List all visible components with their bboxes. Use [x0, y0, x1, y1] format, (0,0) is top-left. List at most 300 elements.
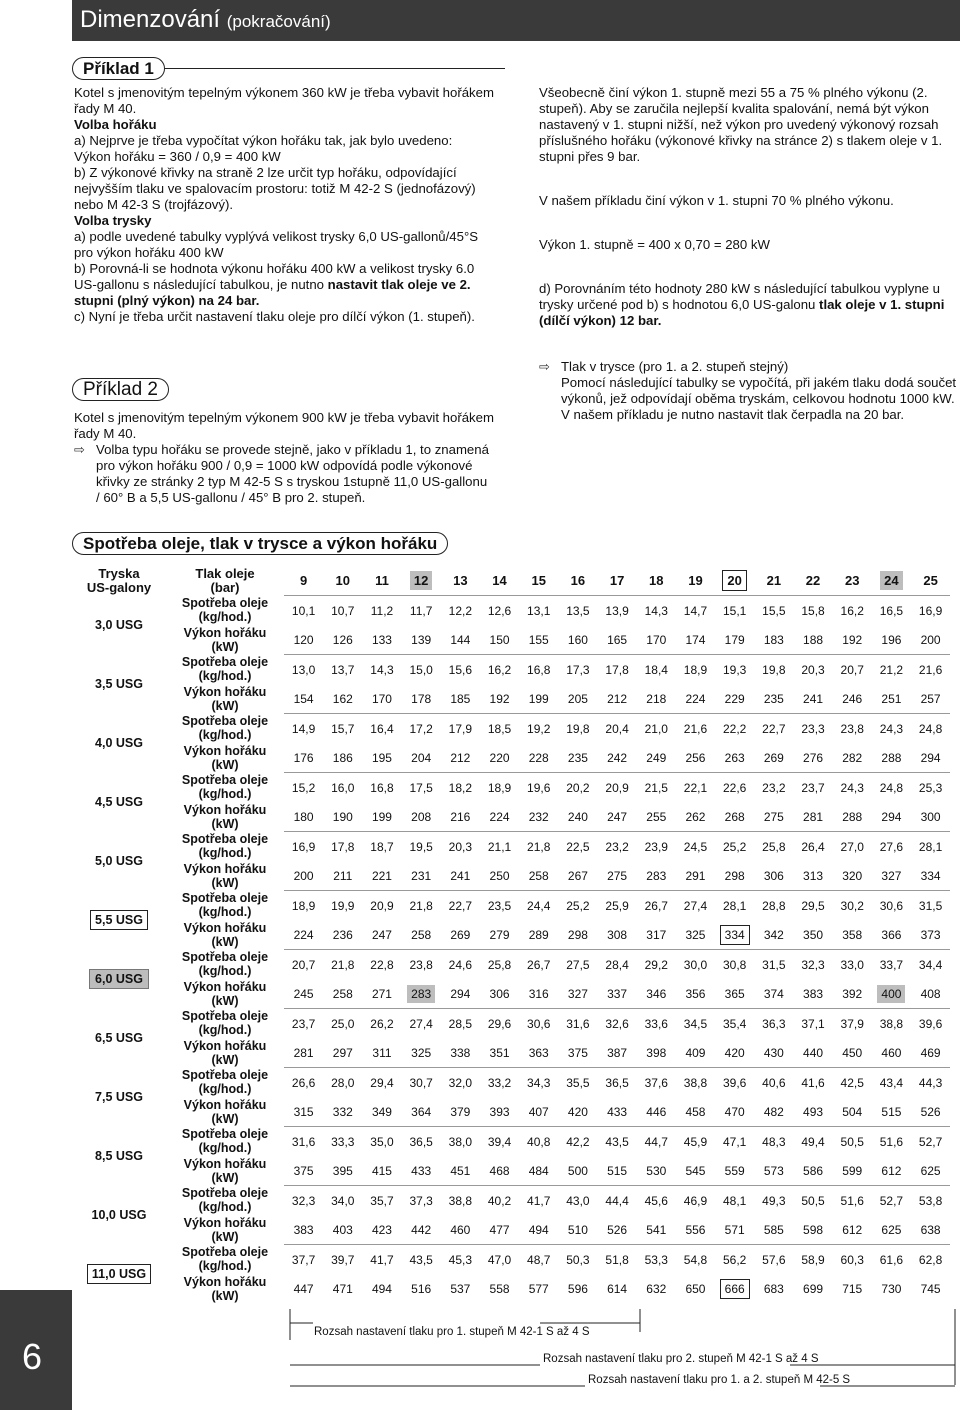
consumption-cell: 54,8: [676, 1245, 715, 1275]
row-label-line: Výkon hořáku: [183, 743, 267, 758]
output-value: 358: [842, 927, 863, 942]
output-value: 258: [332, 986, 353, 1001]
consumption-cell: 49,4: [793, 1127, 832, 1157]
output-value: 192: [489, 691, 510, 706]
output-value: 176: [293, 750, 314, 765]
output-value: 325: [685, 927, 706, 942]
consumption-cell: 58,9: [793, 1245, 832, 1275]
consumption-cell: 38,8: [872, 1009, 911, 1039]
output-value: 526: [920, 1104, 941, 1119]
consumption-cell: 23,7: [793, 773, 832, 803]
pressure-value: 21: [766, 573, 782, 588]
output-value: 556: [685, 1222, 706, 1237]
consumption-cell: 13,7: [323, 655, 362, 685]
consumption-cell: 25,2: [558, 891, 597, 921]
col-header-line: Tlak oleje: [195, 565, 255, 581]
output-value: 232: [528, 809, 549, 824]
consumption-cell: 10,7: [323, 596, 362, 626]
example1-intro: Kotel s jmenovitým tepelným výkonem 360 kW je třeba vybavit hořákem řady M 40.: [74, 85, 494, 116]
consumption-cell: 26,2: [362, 1009, 401, 1039]
output-value: 526: [607, 1222, 628, 1237]
nozzle-size: 7,5 USG: [95, 1090, 143, 1104]
output-value: 599: [842, 1163, 863, 1178]
output-value: 297: [332, 1045, 353, 1060]
consumption-cell: 29,2: [637, 950, 676, 980]
output-value: 494: [371, 1281, 392, 1296]
consumption-cell: 22,1: [676, 773, 715, 803]
burner-b: b) Z výkonové křivky na straně 2 lze určit typ hořáku, odpovídající nejvyšším tlaku ve spalovacím prostoru: totiž M 42-2 S (jednofázový) nebo M 42-3 S (trojfázový).: [74, 165, 476, 212]
consumption-cell: 35,5: [558, 1068, 597, 1098]
output-value: 471: [332, 1281, 353, 1296]
output-value: 154: [293, 691, 314, 706]
consumption-cell: 32,6: [598, 1009, 637, 1039]
consumption-cell: 25,2: [715, 832, 754, 862]
output-value: 179: [724, 632, 745, 647]
output-value: 420: [567, 1104, 588, 1119]
consumption-cell: 17,8: [598, 655, 637, 685]
consumption-cell: 32,3: [284, 1186, 323, 1216]
output-value: 612: [842, 1222, 863, 1237]
output-value: 279: [489, 927, 510, 942]
consumption-cell: 52,7: [872, 1186, 911, 1216]
consumption-cell: 24,8: [872, 773, 911, 803]
row-label-line: (kW): [211, 1288, 239, 1303]
output-value: 208: [411, 809, 432, 824]
consumption-cell: 14,3: [637, 596, 676, 626]
output-value: 469: [920, 1045, 941, 1060]
consumption-cell: 31,6: [558, 1009, 597, 1039]
footnote-3: Rozsah nastavení tlaku pro 1. a 2. stupeň M 42-5 S: [588, 1374, 851, 1386]
output-value: 249: [646, 750, 667, 765]
output-value: 195: [371, 750, 392, 765]
consumption-cell: 43,4: [872, 1068, 911, 1098]
row-label-line: Výkon hořáku: [183, 684, 267, 699]
output-value: 373: [920, 927, 941, 942]
consumption-cell: 62,8: [911, 1245, 950, 1275]
row-label-line: (kg/hod.): [198, 1200, 252, 1215]
arrow-icon: ⇨: [74, 442, 86, 457]
output-value: 327: [567, 986, 588, 1001]
consumption-cell: 51,6: [872, 1127, 911, 1157]
consumption-cell: 41,7: [362, 1245, 401, 1275]
output-value: 387: [607, 1045, 628, 1060]
output-value: 212: [607, 691, 628, 706]
consumption-cell: 15,8: [793, 596, 832, 626]
output-value: 559: [724, 1163, 745, 1178]
consumption-cell: 24,8: [911, 714, 950, 744]
output-value: 356: [685, 986, 706, 1001]
output-value: 586: [803, 1163, 824, 1178]
consumption-cell: 47,1: [715, 1127, 754, 1157]
output-value: 236: [332, 927, 353, 942]
col-header-line: Tryska: [98, 565, 140, 581]
nozzle-size: 6,0 USG: [89, 969, 149, 989]
output-value: 308: [607, 927, 628, 942]
output-value: 247: [371, 927, 392, 942]
output-value: 625: [920, 1163, 941, 1178]
consumption-cell: 13,9: [598, 596, 637, 626]
pressure-value: 25: [923, 573, 938, 588]
consumption-cell: 37,1: [793, 1009, 832, 1039]
output-value: 205: [567, 691, 588, 706]
consumption-cell: 33,6: [637, 1009, 676, 1039]
consumption-cell: 17,3: [558, 655, 597, 685]
nozzle-size: 3,0 USG: [95, 618, 143, 632]
consumption-cell: 24,3: [872, 714, 911, 744]
output-value: 268: [724, 809, 745, 824]
output-value: 558: [489, 1281, 510, 1296]
pressure-value: 12: [410, 571, 432, 590]
output-value: 510: [567, 1222, 588, 1237]
consumption-cell: 36,5: [402, 1127, 441, 1157]
output-value: 442: [411, 1222, 432, 1237]
consumption-cell: 29,6: [480, 1009, 519, 1039]
output-value: 745: [920, 1281, 941, 1296]
nozzle-a: a) podle uvedené tabulky vyplývá velikost trysky 6,0 US-gallonů/45°S pro výkon hořáku 400 kW: [74, 229, 479, 260]
consumption-cell: 52,7: [911, 1127, 950, 1157]
consumption-cell: 37,7: [284, 1245, 323, 1275]
row-label-line: Výkon hořáku: [183, 625, 267, 640]
output-value: 306: [489, 986, 510, 1001]
nozzle-size: 4,5 USG: [95, 795, 143, 809]
output-value: 269: [763, 750, 784, 765]
consumption-cell: 22,6: [715, 773, 754, 803]
output-value: 349: [371, 1104, 392, 1119]
consumption-cell: 28,0: [323, 1068, 362, 1098]
nozzle-size: 4,0 USG: [95, 736, 143, 750]
consumption-cell: 30,0: [676, 950, 715, 980]
output-value: 537: [450, 1281, 471, 1296]
output-value: 683: [763, 1281, 784, 1296]
output-value: 625: [881, 1222, 902, 1237]
output-value: 120: [293, 632, 314, 647]
output-value: 229: [724, 691, 745, 706]
consumption-cell: 23,2: [754, 773, 793, 803]
consumption-cell: 35,0: [362, 1127, 401, 1157]
output-value: 351: [489, 1045, 510, 1060]
output-value: 165: [607, 632, 628, 647]
consumption-cell: 35,4: [715, 1009, 754, 1039]
consumption-cell: 24,4: [519, 891, 558, 921]
pressure-value: 13: [453, 573, 468, 588]
output-value: 271: [371, 986, 392, 1001]
output-value: 200: [293, 868, 314, 883]
consumption-cell: 16,8: [362, 773, 401, 803]
consumption-cell: 21,6: [676, 714, 715, 744]
output-value: 379: [450, 1104, 471, 1119]
row-label-line: Výkon hořáku: [183, 979, 267, 994]
consumption-cell: 19,8: [754, 655, 793, 685]
row-label-line: Výkon hořáku: [183, 1156, 267, 1171]
output-value: 458: [685, 1104, 706, 1119]
consumption-cell: 27,4: [402, 1009, 441, 1039]
right-p4: d) Porovnáním této hodnoty 280 kW s následující tabulkou vyplyne u trysky určené pod b) s hodnotou 6,0 US-galonu: [539, 281, 940, 312]
consumption-cell: 19,5: [402, 832, 441, 862]
arrow-icon: ⇨: [539, 359, 551, 374]
output-value: 281: [293, 1045, 314, 1060]
consumption-cell: 36,3: [754, 1009, 793, 1039]
output-value: 460: [881, 1045, 902, 1060]
output-value: 170: [371, 691, 392, 706]
burner-title: Volba hořáku: [74, 117, 157, 132]
output-value: 338: [450, 1045, 471, 1060]
nozzle-size: 3,5 USG: [95, 677, 143, 691]
consumption-cell: 37,9: [833, 1009, 872, 1039]
consumption-cell: 11,2: [362, 596, 401, 626]
burner-calc: Výkon hořáku = 360 / 0,9 = 400 kW: [74, 149, 281, 164]
consumption-cell: 19,8: [558, 714, 597, 744]
consumption-cell: 34,0: [323, 1186, 362, 1216]
nozzle-size: 5,5 USG: [90, 910, 148, 930]
output-value: 282: [842, 750, 863, 765]
consumption-cell: 37,6: [637, 1068, 676, 1098]
consumption-cell: 18,7: [362, 832, 401, 862]
output-value: 183: [763, 632, 784, 647]
consumption-cell: 16,2: [480, 655, 519, 685]
output-value: 327: [881, 868, 902, 883]
output-value: 494: [528, 1222, 549, 1237]
output-value: 212: [450, 750, 471, 765]
consumption-cell: 42,5: [833, 1068, 872, 1098]
consumption-cell: 15,1: [715, 596, 754, 626]
output-value: 420: [724, 1045, 745, 1060]
consumption-cell: 28,1: [911, 832, 950, 862]
footnote-2: Rozsah nastavení tlaku pro 2. stupeň M 42-1 S až 4 S: [543, 1353, 819, 1365]
consumption-cell: 15,5: [754, 596, 793, 626]
consumption-cell: 37,3: [402, 1186, 441, 1216]
row-label-line: Spotřeba oleje: [181, 773, 269, 788]
consumption-cell: 16,9: [911, 596, 950, 626]
output-value: 150: [489, 632, 510, 647]
consumption-cell: 15,2: [284, 773, 323, 803]
consumption-cell: 44,7: [637, 1127, 676, 1157]
output-value: 470: [724, 1104, 745, 1119]
output-value: 291: [685, 868, 706, 883]
row-label-line: Spotřeba oleje: [181, 655, 269, 670]
output-value: 516: [411, 1281, 432, 1296]
consumption-cell: 14,7: [676, 596, 715, 626]
output-value: 545: [685, 1163, 706, 1178]
output-value: 451: [450, 1163, 471, 1178]
output-value: 577: [528, 1281, 549, 1296]
consumption-cell: 16,2: [833, 596, 872, 626]
consumption-cell: 24,3: [833, 773, 872, 803]
output-value: 638: [920, 1222, 941, 1237]
consumption-cell: 45,6: [637, 1186, 676, 1216]
output-value: 650: [685, 1281, 706, 1296]
output-value: 241: [803, 691, 824, 706]
output-value: 133: [371, 632, 392, 647]
output-value: 311: [372, 1045, 392, 1060]
output-value: 393: [489, 1104, 510, 1119]
row-label-line: (kg/hod.): [198, 1082, 252, 1097]
output-value: 294: [881, 809, 902, 824]
consumption-cell: 33,7: [872, 950, 911, 980]
row-label-line: Spotřeba oleje: [181, 1009, 269, 1024]
right-p1: Všeobecně činí výkon 1. stupně mezi 55 a 75 % plného výkonu (2. stupeň). Aby se zaručila nejlepší kvalita spalování, nemá být výkon nastavený v 1. stupni nižší, než výkon pro uvedený výkonový rozsah příslušného hořáku (výkonové křivky na stránce 2) s tlakem oleje v 1. stupni přes 9 bar.: [539, 85, 943, 164]
consumption-cell: 21,1: [480, 832, 519, 862]
output-value: 267: [567, 868, 588, 883]
consumption-cell: 18,9: [480, 773, 519, 803]
example2-text: Volba typu hořáku se provede stejně, jako v příkladu 1, to znamená pro výkon hořáku 900 / 0,9 = 1000 kW odpovídá podle výkonové křivky ze stránky 2 typ M 42-5 S s tryskou 1stupně 11,0 US-gallonu / 60° B a 5,5 US-gallonu / 45° B pro 2. stupeň.: [96, 442, 489, 505]
output-value: 126: [332, 632, 353, 647]
right-p4-bold: tlak oleje v 1. stupni (dílčí výkon) 12 bar.: [539, 297, 945, 328]
output-value: 283: [407, 985, 435, 1003]
pressure-value: 17: [609, 573, 625, 588]
consumption-cell: 33,3: [323, 1127, 362, 1157]
nozzle-size: 10,0 USG: [91, 1208, 147, 1222]
consumption-cell: 22,7: [441, 891, 480, 921]
row-label-line: (kW): [211, 757, 239, 772]
consumption-cell: 15,6: [441, 655, 480, 685]
row-label-line: Výkon hořáku: [183, 802, 267, 817]
output-value: 200: [920, 632, 941, 647]
row-label-line: Výkon hořáku: [183, 1038, 267, 1053]
consumption-cell: 57,6: [754, 1245, 793, 1275]
output-value: 530: [646, 1163, 667, 1178]
consumption-cell: 28,5: [441, 1009, 480, 1039]
title-text: Dimenzování: [80, 6, 221, 33]
consumption-cell: 18,2: [441, 773, 480, 803]
consumption-cell: 27,0: [833, 832, 872, 862]
output-value: 332: [332, 1104, 353, 1119]
output-value: 186: [332, 750, 353, 765]
consumption-cell: 33,0: [833, 950, 872, 980]
output-value: 256: [685, 750, 706, 765]
output-value: 383: [293, 1222, 314, 1237]
consumption-cell: 18,5: [480, 714, 519, 744]
consumption-cell: 41,6: [793, 1068, 832, 1098]
row-label-line: (kg/hod.): [198, 1141, 252, 1156]
right-p5-title: Tlak v trysce (pro 1. a 2. stupeň stejný): [561, 359, 789, 374]
output-value: 155: [528, 632, 549, 647]
consumption-cell: 39,6: [715, 1068, 754, 1098]
consumption-cell: 30,6: [519, 1009, 558, 1039]
output-value: 216: [450, 809, 471, 824]
row-label-line: (kW): [211, 875, 239, 890]
consumption-cell: 23,2: [598, 832, 637, 862]
output-value: 258: [411, 927, 432, 942]
output-value: 218: [646, 691, 667, 706]
output-value: 541: [646, 1222, 667, 1237]
consumption-cell: 31,5: [754, 950, 793, 980]
consumption-cell: 25,0: [323, 1009, 362, 1039]
output-value: 346: [646, 986, 667, 1001]
output-value: 408: [920, 986, 941, 1001]
consumption-cell: 20,7: [833, 655, 872, 685]
consumption-cell: 45,3: [441, 1245, 480, 1275]
consumption-cell: 15,0: [402, 655, 441, 685]
output-value: 190: [332, 809, 353, 824]
consumption-cell: 18,9: [284, 891, 323, 921]
nozzle-size: 8,5 USG: [95, 1149, 143, 1163]
output-value: 294: [920, 750, 941, 765]
consumption-cell: 20,3: [793, 655, 832, 685]
output-value: 251: [881, 691, 902, 706]
row-label-line: Spotřeba oleje: [181, 832, 269, 847]
pressure-value: 14: [492, 573, 507, 588]
consumption-cell: 20,9: [598, 773, 637, 803]
output-value: 403: [332, 1222, 353, 1237]
output-value: 220: [489, 750, 510, 765]
row-label-line: (kW): [211, 1170, 239, 1185]
output-value: 400: [877, 985, 905, 1003]
consumption-cell: 28,4: [598, 950, 637, 980]
row-label-line: Výkon hořáku: [183, 920, 267, 935]
consumption-cell: 28,1: [715, 891, 754, 921]
consumption-cell: 53,3: [637, 1245, 676, 1275]
consumption-cell: 24,5: [676, 832, 715, 862]
consumption-cell: 21,8: [323, 950, 362, 980]
output-value: 199: [528, 691, 549, 706]
output-value: 573: [763, 1163, 784, 1178]
output-value: 188: [803, 632, 824, 647]
consumption-cell: 40,6: [754, 1068, 793, 1098]
burner-a: a) Nejprve je třeba vypočítat výkon hořáku tak, jak bylo uvedeno:: [74, 133, 453, 148]
consumption-cell: 16,0: [323, 773, 362, 803]
output-value: 192: [842, 632, 863, 647]
output-value: 375: [567, 1045, 588, 1060]
consumption-cell: 46,9: [676, 1186, 715, 1216]
nozzle-size: 6,5 USG: [95, 1031, 143, 1045]
output-value: 298: [567, 927, 588, 942]
output-value: 204: [411, 750, 432, 765]
output-value: 170: [646, 632, 667, 647]
output-value: 598: [803, 1222, 824, 1237]
consumption-cell: 61,6: [872, 1245, 911, 1275]
consumption-cell: 23,9: [637, 832, 676, 862]
consumption-cell: 12,2: [441, 596, 480, 626]
output-value: 440: [803, 1045, 824, 1060]
consumption-cell: 21,8: [402, 891, 441, 921]
output-value: 515: [607, 1163, 628, 1178]
row-label-line: (kg/hod.): [198, 787, 252, 802]
row-label-line: (kW): [211, 1052, 239, 1067]
consumption-cell: 22,8: [362, 950, 401, 980]
consumption-cell: 16,8: [519, 655, 558, 685]
output-value: 666: [720, 1279, 750, 1299]
consumption-cell: 39,7: [323, 1245, 362, 1275]
consumption-cell: 18,4: [637, 655, 676, 685]
row-label-line: Výkon hořáku: [183, 861, 267, 876]
consumption-cell: 32,3: [793, 950, 832, 980]
output-value: 224: [293, 927, 314, 942]
row-label-line: Výkon hořáku: [183, 1274, 267, 1289]
row-label-line: (kg/hod.): [198, 669, 252, 684]
output-value: 139: [411, 632, 432, 647]
page-number: 6: [22, 1336, 43, 1377]
row-label-line: (kW): [211, 934, 239, 949]
output-value: 484: [528, 1163, 549, 1178]
output-value: 144: [450, 632, 471, 647]
pressure-value: 10: [335, 573, 351, 588]
output-value: 366: [881, 927, 902, 942]
consumption-cell: 27,4: [676, 891, 715, 921]
example2-intro: Kotel s jmenovitým tepelným výkonem 900 kW je třeba vybavit hořákem řady M 40.: [74, 410, 494, 441]
output-value: 364: [411, 1104, 432, 1119]
row-label-line: Spotřeba oleje: [181, 950, 269, 965]
consumption-cell: 21,0: [637, 714, 676, 744]
consumption-cell: 22,2: [715, 714, 754, 744]
consumption-cell: 50,3: [558, 1245, 597, 1275]
output-value: 281: [803, 809, 824, 824]
output-value: 350: [803, 927, 824, 942]
consumption-cell: 11,7: [402, 596, 441, 626]
example1-title: Příklad 1: [72, 57, 165, 80]
row-label-line: (kg/hod.): [198, 964, 252, 979]
output-value: 699: [803, 1281, 824, 1296]
output-value: 392: [842, 986, 863, 1001]
